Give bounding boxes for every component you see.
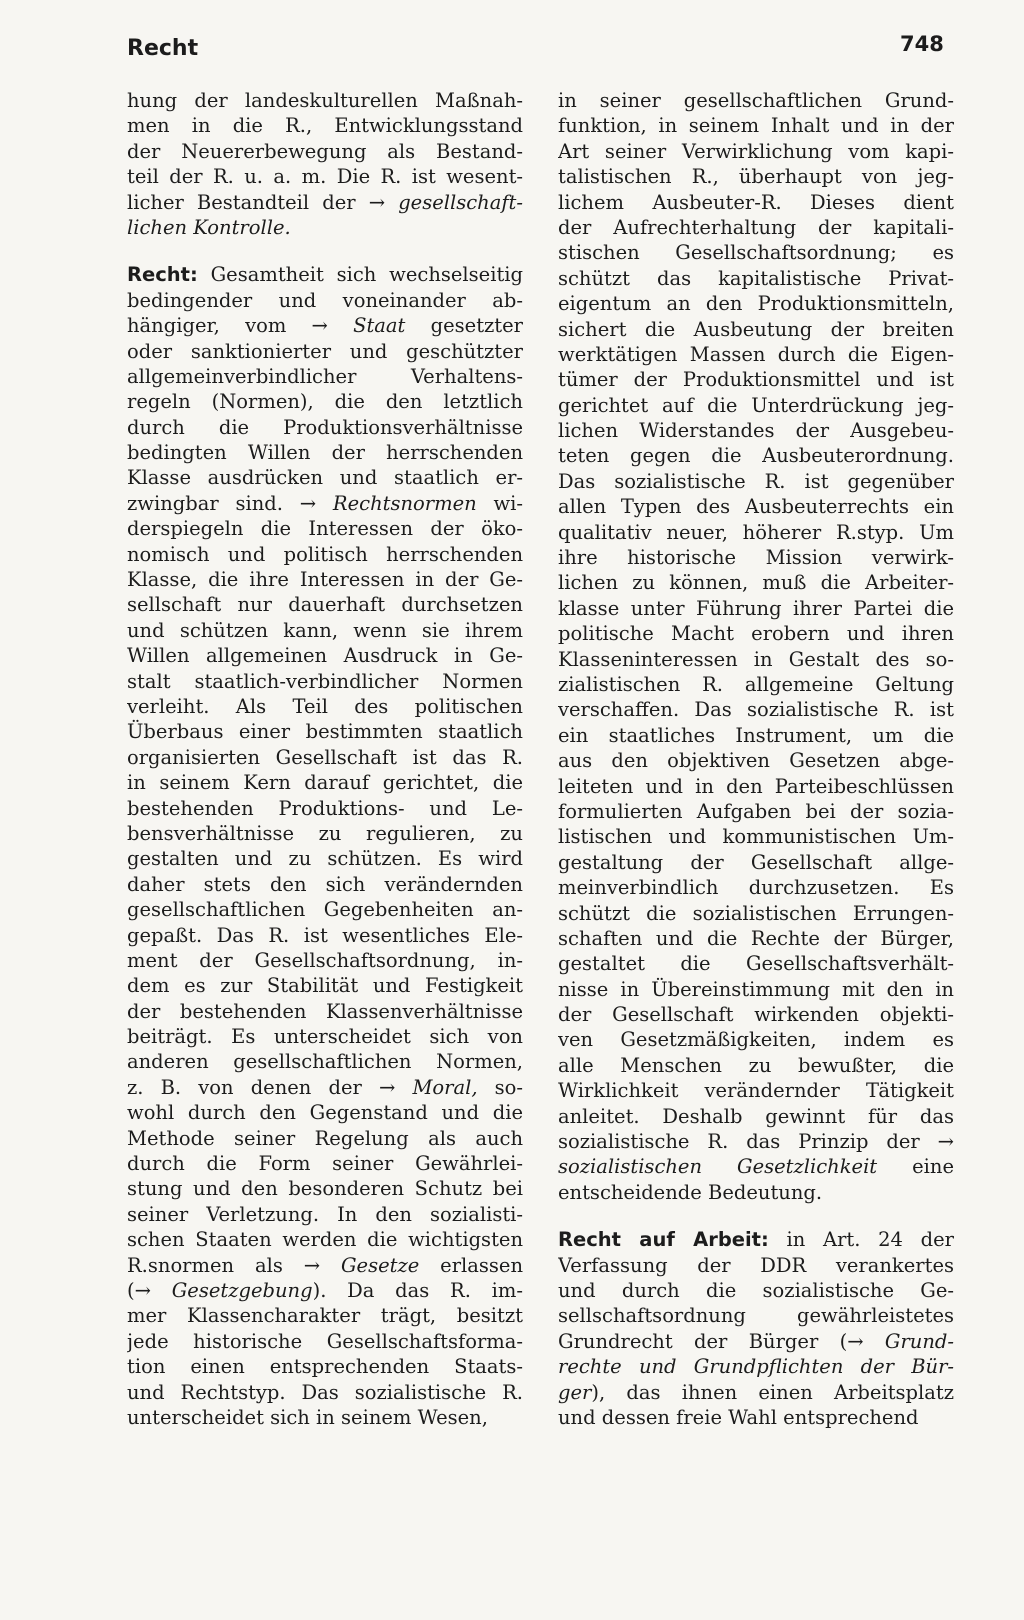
- text-line: ger), das ihnen einen Arbeitsplatz: [558, 1380, 954, 1404]
- text-line: ein staatliches Instrument, um die: [558, 723, 954, 747]
- paragraph-gap: [558, 1205, 954, 1227]
- text-column-right: [558, 88, 954, 1430]
- text-line: stung und den besonderen Schutz bei: [127, 1177, 523, 1201]
- text-line: durch die Form seiner Gewährlei-: [127, 1152, 523, 1176]
- text-line: Klasse ausdrücken und staatlich er-: [127, 466, 523, 490]
- cross-reference: ger: [558, 1380, 592, 1404]
- text-line: schaften und die Rechte der Bürger,: [558, 926, 954, 950]
- cross-reference: Moral,: [412, 1075, 478, 1099]
- text-line: sellschaft nur dauerhaft durchsetzen: [127, 593, 523, 617]
- text-line: formulierten Aufgaben bei der sozia-: [558, 799, 954, 823]
- text-line: lichem Ausbeuter-R. Dieses dient: [558, 190, 954, 214]
- text-line: schützt das kapitalistische Privat-: [558, 266, 954, 290]
- text-line: lichen zu können, muß die Arbeiter-: [558, 571, 954, 595]
- running-head-section: Recht: [127, 36, 199, 61]
- cross-reference: rechte und Grundpflichten der Bür-: [558, 1355, 954, 1379]
- text-line: daher stets den sich verändernden: [127, 872, 523, 896]
- text-line: bestehenden Produktions- und Le-: [127, 796, 523, 820]
- text-line: schen Staaten werden die wichtigsten: [127, 1228, 523, 1252]
- text-line: Recht auf Arbeit: in Art. 24 der: [558, 1228, 954, 1252]
- text-line: eigentum an den Produktionsmitteln,: [558, 292, 954, 316]
- text-line: leiteten und in den Parteibeschlüssen: [558, 774, 954, 798]
- text-line: ment der Gesellschaftsordnung, in-: [127, 948, 523, 972]
- text-line: bedingender und voneinander ab-: [127, 288, 523, 312]
- text-line: dem es zur Stabilität und Festigkeit: [127, 974, 523, 998]
- text-line: und dessen freie Wahl entsprechend: [558, 1405, 919, 1429]
- text-line: oder sanktionierter und geschützter: [127, 339, 523, 363]
- text-line: gestaltung der Gesellschaft allge-: [558, 850, 954, 874]
- text-line: (→ Gesetzgebung). Da das R. im-: [127, 1278, 523, 1302]
- text-line: nomisch und politisch herrschenden: [127, 542, 523, 566]
- text-line: verleiht. Als Teil des politischen: [127, 694, 523, 718]
- text-line: Grundrecht der Bürger (→ Grund-: [558, 1329, 954, 1353]
- text-line: und schützen kann, wenn sie ihrem: [127, 618, 523, 642]
- text-line: Art seiner Verwirklichung vom kapi-: [558, 139, 954, 163]
- text-line: Verfassung der DDR verankertes: [558, 1253, 954, 1277]
- text-line: gepaßt. Das R. ist wesentliches Ele-: [127, 923, 523, 947]
- text-line: teten gegen die Ausbeuterordnung.: [558, 444, 954, 468]
- text-line: licher Bestandteil der → gesellschaft-: [127, 190, 523, 214]
- text-line: hung der landeskulturellen Maßnah-: [127, 89, 523, 112]
- text-line: allgemeinverbindlicher Verhaltens-: [127, 364, 523, 388]
- text-line: bensverhältnisse zu regulieren, zu: [127, 821, 523, 845]
- text-line: und durch die sozialistische Ge-: [558, 1278, 954, 1302]
- text-line: Recht: Gesamtheit sich wechselseitig: [127, 263, 523, 287]
- text-line: entscheidende Bedeutung.: [558, 1180, 823, 1204]
- text-column-left: [127, 88, 523, 1430]
- text-line: regeln (Normen), die den letztlich: [127, 390, 523, 414]
- text-line: sozialistischen Gesetzlichkeit eine: [558, 1155, 954, 1179]
- text-line: Methode seiner Regelung als auch: [127, 1126, 523, 1150]
- text-line: zwingbar sind. → Rechtsnormen wi-: [127, 491, 523, 515]
- text-line: und Rechtstyp. Das sozialistische R.: [127, 1380, 523, 1404]
- text-line: zialistischen R. allgemeine Geltung: [558, 672, 954, 696]
- cross-reference: Staat: [353, 314, 406, 338]
- text-line: teil der R. u. a. m. Die R. ist wesent-: [127, 165, 523, 189]
- text-line: in seiner gesellschaftlichen Grund-: [558, 89, 954, 112]
- text-line: klasse unter Führung ihrer Partei die: [558, 596, 954, 620]
- text-line: Überbaus einer bestimmten staatlich: [127, 720, 523, 744]
- entry-keyword: Recht:: [127, 263, 198, 287]
- text-line: wohl durch den Gegenstand und die: [127, 1101, 523, 1125]
- text-line: mer Klassencharakter trägt, besitzt: [127, 1304, 523, 1328]
- text-line: meinverbindlich durchzusetzen. Es: [558, 876, 954, 900]
- text-line: der Neuererbewegung als Bestand-: [127, 139, 523, 163]
- text-line: qualitativ neuer, höherer R.styp. Um: [558, 520, 954, 544]
- cross-reference: Gesetzgebung: [171, 1278, 313, 1302]
- cross-reference: lichen Kontrolle.: [127, 215, 291, 239]
- text-line: Klasse, die ihre Interessen in der Ge-: [127, 568, 523, 592]
- text-line: aus den objektiven Gesetzen abge-: [558, 749, 954, 773]
- text-line: men in die R., Entwicklungsstand: [127, 114, 523, 138]
- text-line: hängiger, vom → Staat gesetzter: [127, 314, 523, 338]
- text-line: verschaffen. Das sozialistische R. ist: [558, 698, 954, 722]
- text-line: bedingten Willen der herrschenden: [127, 441, 523, 465]
- text-line: z. B. von denen der → Moral, so-: [127, 1075, 523, 1099]
- text-line: organisierten Gesellschaft ist das R.: [127, 745, 523, 769]
- text-line: durch die Produktionsverhältnisse: [127, 415, 523, 439]
- cross-reference: Gesetze: [340, 1253, 420, 1277]
- text-line: gerichtet auf die Unterdrückung jeg-: [558, 393, 954, 417]
- page-number: 748: [900, 32, 944, 56]
- text-line: ven Gesetzmäßigkeiten, indem es: [558, 1028, 954, 1052]
- text-line: allen Typen des Ausbeuterrechts ein: [558, 495, 954, 519]
- text-line: schützt die sozialistischen Errungen-: [558, 901, 954, 925]
- text-line: ihre historische Mission verwirk-: [558, 546, 954, 570]
- text-line: sozialistische R. das Prinzip der →: [558, 1130, 954, 1154]
- text-line: talistischen R., überhaupt von jeg-: [558, 165, 954, 189]
- text-line: der Aufrechterhaltung der kapitali-: [558, 215, 954, 239]
- text-line: gestaltet die Gesellschaftsverhält-: [558, 952, 954, 976]
- text-line: stischen Gesellschaftsordnung; es: [558, 241, 954, 265]
- text-line: der Gesellschaft wirkenden objekti-: [558, 1003, 954, 1027]
- text-line: unterscheidet sich in seinem Wesen,: [127, 1405, 488, 1429]
- text-line: derspiegeln die Interessen der öko-: [127, 517, 523, 541]
- text-line: Klasseninteressen in Gestalt des so-: [558, 647, 954, 671]
- text-line: werktätigen Massen durch die Eigen-: [558, 342, 954, 366]
- text-line: seiner Verletzung. In den sozialisti-: [127, 1202, 523, 1226]
- cross-reference: Grund-: [884, 1329, 954, 1353]
- text-line: beiträgt. Es unterscheidet sich von: [127, 1025, 523, 1049]
- text-line: sichert die Ausbeutung der breiten: [558, 317, 954, 341]
- text-line: anderen gesellschaftlichen Normen,: [127, 1050, 523, 1074]
- text-line: alle Menschen zu bewußter, die: [558, 1053, 954, 1077]
- paragraph-gap: [127, 240, 523, 262]
- text-line: tümer der Produktionsmittel und ist: [558, 368, 954, 392]
- text-line: politische Macht erobern und ihren: [558, 622, 954, 646]
- text-line: funktion, in seinem Inhalt und in der: [558, 114, 954, 138]
- text-line: gesellschaftlichen Gegebenheiten an-: [127, 898, 523, 922]
- text-line: lichen Widerstandes der Ausgebeu-: [558, 419, 954, 443]
- text-line: der bestehenden Klassenverhältnisse: [127, 999, 523, 1023]
- entry-keyword: Recht auf Arbeit:: [558, 1228, 769, 1252]
- text-line: Das sozialistische R. ist gegenüber: [558, 469, 954, 493]
- text-line: Wirklichkeit verändernder Tätigkeit: [558, 1079, 954, 1103]
- text-line: sellschaftsordnung gewährleistetes: [558, 1304, 954, 1328]
- cross-reference: sozialistischen Gesetzlichkeit: [558, 1155, 878, 1179]
- text-line: listischen und kommunistischen Um-: [558, 825, 954, 849]
- text-line: Willen allgemeinen Ausdruck in Ge-: [127, 644, 523, 668]
- text-line: R.snormen als → Gesetze erlassen: [127, 1253, 523, 1277]
- cross-reference: gesellschaft-: [398, 190, 523, 214]
- text-line: stalt staatlich-verbindlicher Normen: [127, 669, 523, 693]
- text-line: [127, 215, 523, 240]
- text-line: [558, 1354, 954, 1379]
- text-line: anleitet. Deshalb gewinnt für das: [558, 1104, 954, 1128]
- text-line: gestalten und zu schützen. Es wird: [127, 847, 523, 871]
- text-line: in seinem Kern darauf gerichtet, die: [127, 771, 523, 795]
- text-line: tion einen entsprechenden Staats-: [127, 1355, 523, 1379]
- text-line: jede historische Gesellschaftsforma-: [127, 1329, 523, 1353]
- text-line: nisse in Übereinstimmung mit den in: [558, 977, 954, 1001]
- cross-reference: Rechtsnormen: [332, 491, 477, 515]
